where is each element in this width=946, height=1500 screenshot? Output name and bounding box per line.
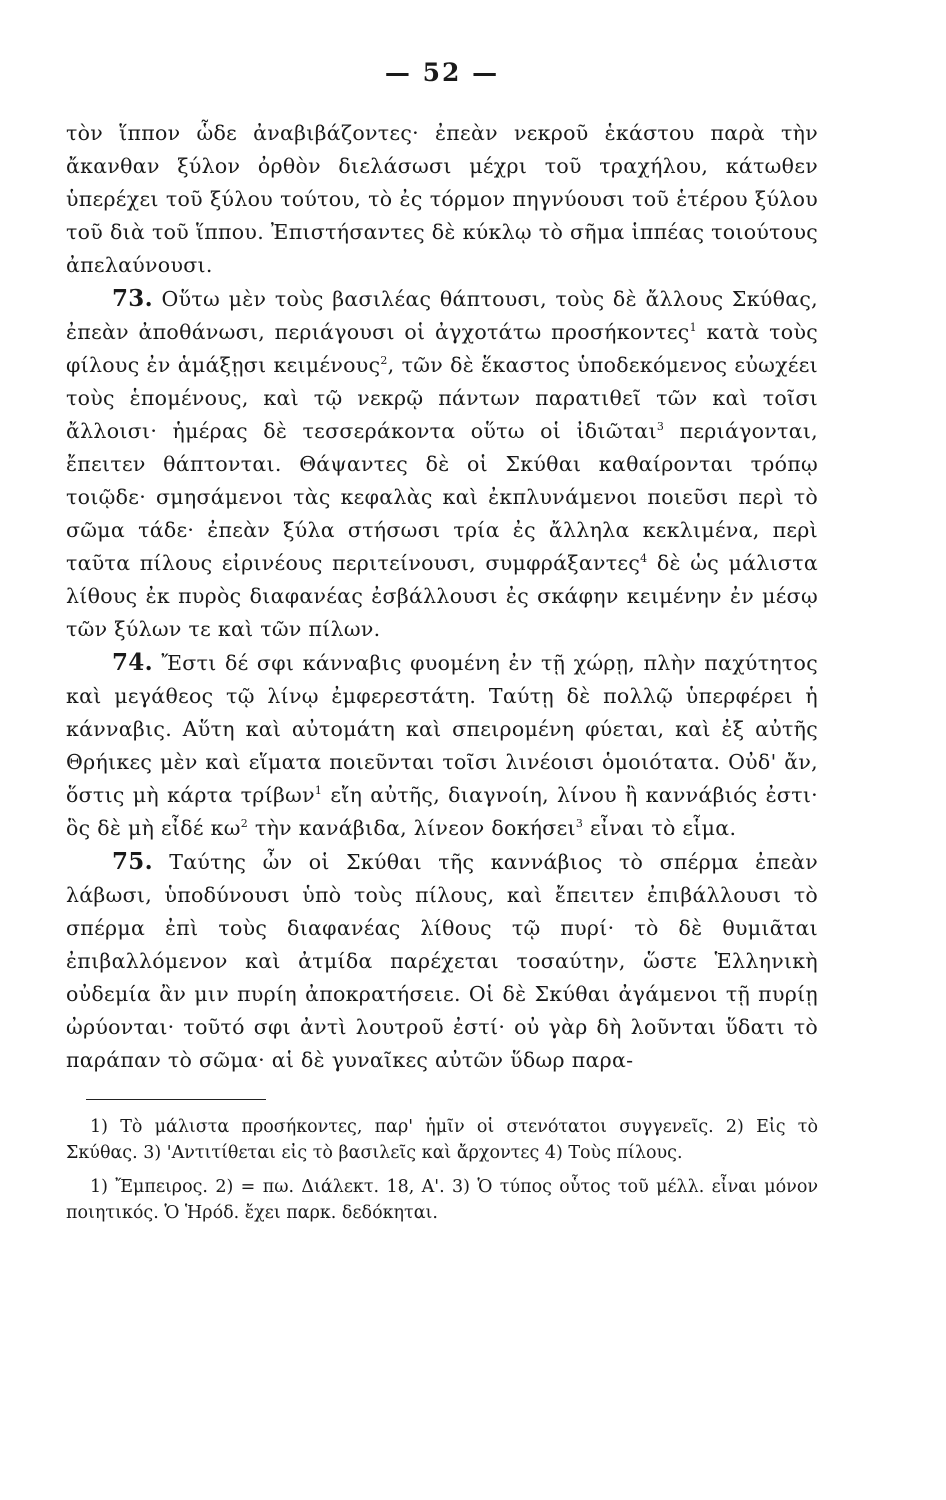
- section-number: 74.: [112, 649, 153, 676]
- text-segment: τὴν κανάβιδα, λίνεον δοκήσει: [248, 816, 576, 840]
- section-number: 73.: [112, 285, 153, 312]
- page-number: — 52 —: [384, 58, 500, 87]
- section-75: [66, 845, 818, 1077]
- text-segment: Ταύτης ὦν οἱ Σκύθαι τῆς καννάβιος τὸ σπέρμα ἐπεὰν λάβωσι, ὑποδύνουσι ὑπὸ τοὺς πίλους, καὶ ἔπειτεν ἐπιβάλλουσι τὸ σπέρμα ἐπὶ τοὺς διαφανέας λίθους τῷ πυρί· τὸ δὲ θυμιᾶται ἐπιβαλλόμενον καὶ ἀτμίδα παρέχεται τοσαύτην, ὥστε Ἑλληνικὴ οὐδεμία ἂν μιν πυρίη ἀποκρατήσειε. Οἱ δὲ Σκύθαι ἀγάμενοι τῇ πυρίῃ ὠρύονται· τοῦτό σφι ἀντὶ λουτροῦ ἐστί· οὐ γὰρ δὴ λοῦνται ὕδατι τὸ παράπαν τὸ σῶμα· αἱ δὲ γυναῖκες αὐτῶν ὕδωρ παρα-: [66, 850, 818, 1072]
- text-segment: περιάγονται, ἔπειτεν θάπτονται. Θάψαντες δὲ οἱ Σκύθαι καθαίρονται τρόπῳ τοιῷδε· σμησάμενοι τὰς κεφαλὰς καὶ ἐκπλυνάμενοι ποιεῦσι περὶ τὸ σῶμα τάδε· ἐπεὰν ξύλα στήσωσι τρία ἐς ἄλληλα κεκλιμένα, περὶ ταῦτα πίλους εἰρινέους περιτείνουσι, συμφράξαντες: [66, 419, 818, 575]
- footnote-mark: 3: [575, 817, 584, 831]
- text-segment: , τῶν δὲ ἕκαστος ὑποδεκόμενος εὐωχέει τοὺς ἑπομένους, καὶ τῷ νεκρῷ πάντων παρατιθεῖ τῶν καὶ τοῖσι ἄλλοισι· ἡμέρας δὲ τεσσεράκοντα οὕτω οἱ ἰδιῶται: [66, 353, 818, 443]
- continuation-paragraph: τὸν ἵππον ὧδε ἀναβιβάζοντες· ἐπεὰν νεκροῦ ἑκάστου παρὰ τὴν ἄκανθαν ξύλον ὀρθὸν διελάσωσι μέχρι τοῦ τραχήλου, κάτωθεν ὑπερέχει τοῦ ξύλου τούτου, τὸ ἐς τόρμον πηγνύουσι τοῦ ἑτέρου ξύλου τοῦ διὰ τοῦ ἵππου. Ἐπιστήσαντες δὲ κύκλῳ τὸ σῆμα ἱππέας τοιούτους ἀπελαύνουσι.: [66, 121, 818, 277]
- footnote-divider: [86, 1099, 266, 1100]
- text-segment: Οὕτω μὲν τοὺς βασιλέας θάπτουσι, τοὺς δὲ ἄλλους Σκύθας, ἐπεὰν ἀποθάνωσι, περιάγουσι οἱ ἀγχοτάτω προσήκοντες: [66, 287, 818, 344]
- text-segment: δὲ ὡς μάλιστα λίθους ἐκ πυρὸς διαφανέας ἐσβάλλουσι ἐς σκάφην κειμένην ἐν μέσῳ τῶν ξύλων τε καὶ τῶν πίλων.: [66, 551, 818, 641]
- main-text: [66, 117, 818, 1077]
- footnotes: [66, 1114, 818, 1226]
- footnote-block: 1) Ἔμπειρος. 2) = πω. Διάλεκτ. 18, Α'. 3) Ὁ τύπος οὗτος τοῦ μέλλ. εἶναι μόνον ποιητικός. Ὁ Ἡρόδ. ἔχει παρκ. δεδόκηται.: [66, 1177, 818, 1223]
- footnote-block: 1) Τὸ μάλιστα προσήκοντες, παρ' ἡμῖν οἱ στενότατοι συγγενεῖς. 2) Εἰς τὸ Σκύθας. 3) 'Αντιτίθεται εἰς τὸ βασιλεῖς καὶ ἄρχοντες 4) Τοὺς πίλους.: [66, 1117, 818, 1163]
- text-segment: κατὰ τοὺς φίλους ἐν ἁμάξῃσι κειμένους: [66, 320, 818, 377]
- footnote-mark: 3: [656, 420, 665, 434]
- footnote-mark: 2: [240, 817, 249, 831]
- section-73: [66, 282, 818, 646]
- section-74: [66, 646, 818, 845]
- text-segment: Ἔστι δέ σφι κάνναβις φυομένη ἐν τῇ χώρῃ, πλὴν παχύτητος καὶ μεγάθεος τῷ λίνῳ ἐμφερεστάτη. Ταύτῃ δὲ πολλῷ ὑπερφέρει ἡ κάνναβις. Αὕτη καὶ αὐτομάτη καὶ σπειρομένη φύεται, καὶ ἐξ αὐτῆς Θρήικες μὲν καὶ εἵματα ποιεῦνται τοῖσι λινέοισι ὁμοιότατα. Οὐδ' ἄν, ὅστις μὴ κάρτα τρίβων: [66, 651, 818, 807]
- footnote-mark: 1: [314, 784, 323, 798]
- section-number: 75.: [112, 848, 153, 875]
- footnote-mark: 4: [640, 552, 648, 566]
- text-segment: εἶναι τὸ εἷμα.: [583, 816, 737, 840]
- footnote-mark: 2: [380, 354, 388, 368]
- footnote-mark: 1: [689, 321, 697, 335]
- text-segment: εἴη αὐτῆς, διαγνοίη, λίνου ἢ καννάβιός ἐστι· ὃς δὲ μὴ εἶδέ κω: [66, 783, 818, 840]
